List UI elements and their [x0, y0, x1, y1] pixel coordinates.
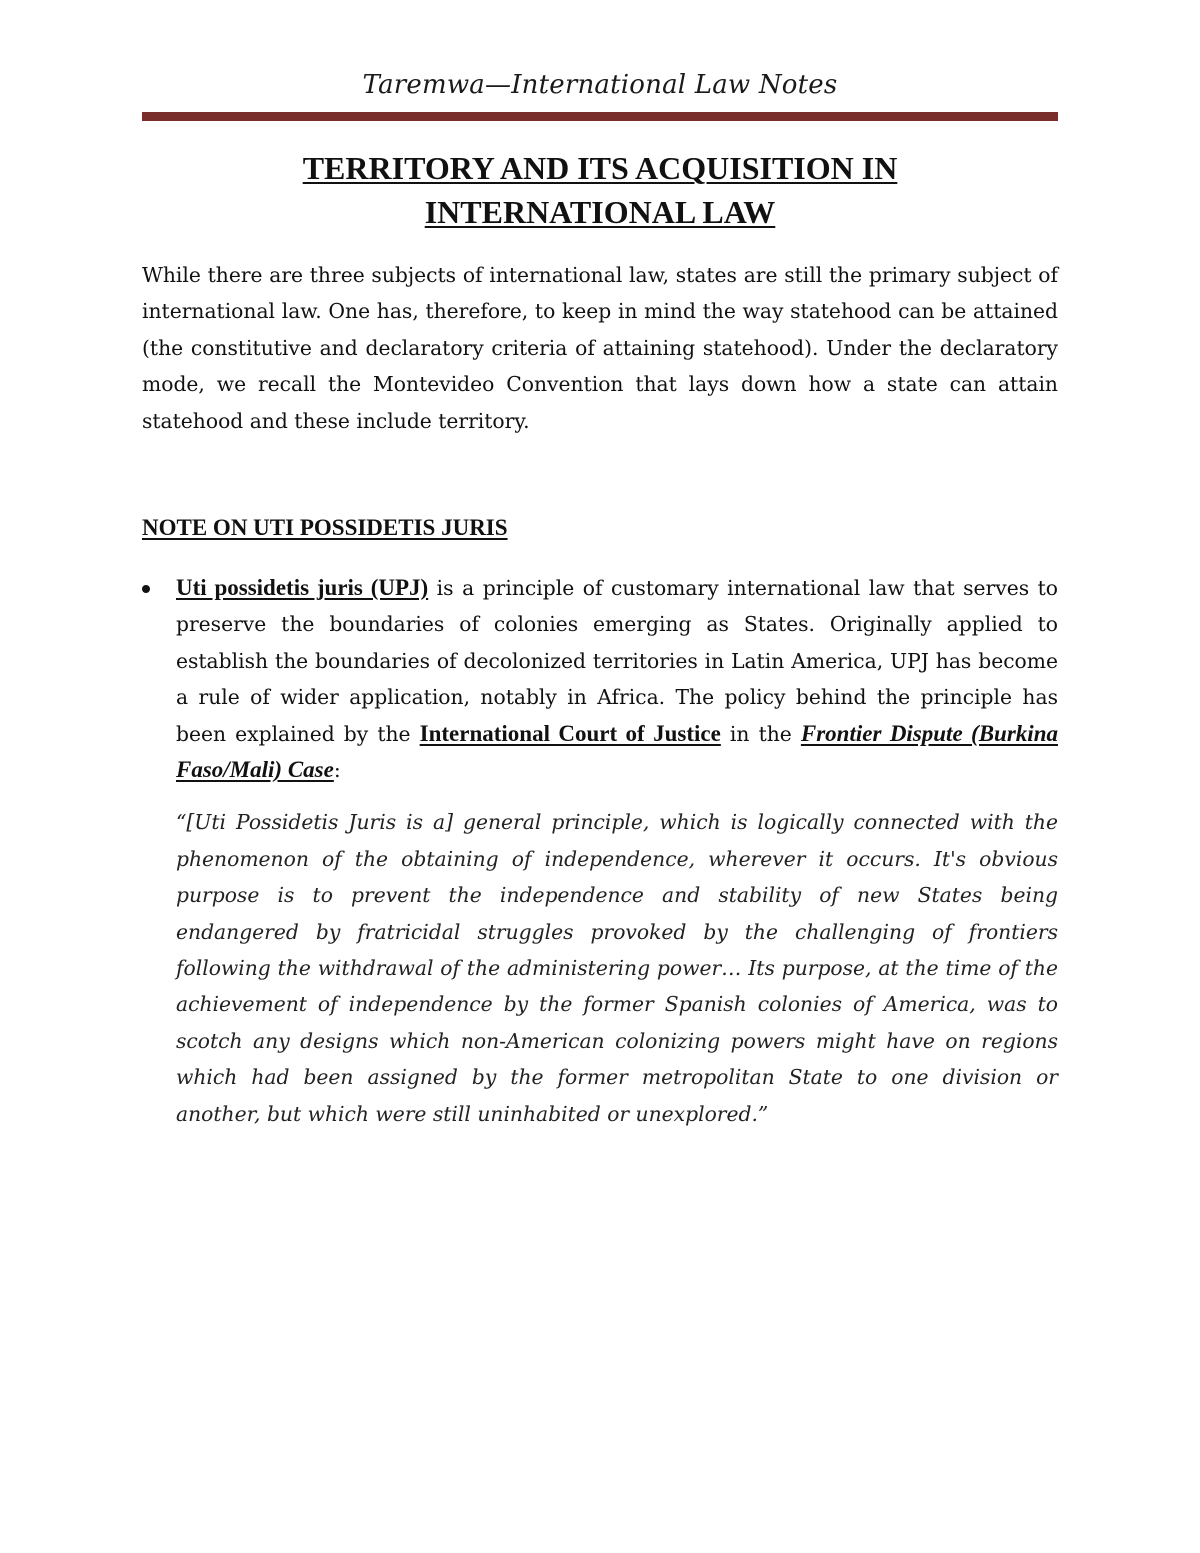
icj-reference: International Court of Justice [419, 720, 721, 746]
bullet-icon [142, 585, 150, 593]
header-rule [142, 112, 1058, 121]
bullet-text-part-2: in the [720, 721, 801, 746]
running-header: Taremwa—International Law Notes [362, 70, 838, 100]
bullet-paragraph [176, 570, 1058, 788]
upj-term: Uti possidetis juris (UPJ) [176, 575, 429, 600]
case-name: Frontier Dispute (Burkina Faso/Mali) Case [176, 720, 1058, 783]
bullet-item [142, 570, 1058, 1132]
title-line-1: TERRITORY AND ITS ACQUISITION IN [302, 150, 898, 186]
bullet-text-part-1: is a principle of customary international law that serves to preserve the boundaries of colonies emerging as States. Originally applied to establish the boundaries of decolonized territories in Latin America, UPJ has become a rule of wider application, notably in Africa. The policy behind the principle has been explained by the [176, 576, 1058, 746]
bullet-colon: : [333, 758, 341, 783]
intro-paragraph: While there are three subjects of international law, states are still the primary subject of international law. One has, therefore, to keep in mind the way statehood can be attained (the constitutive and declaratory criteria of attaining statehood). Under the declaratory mode, we recall the Montevideo Convention that lays down how a state can attain statehood and these include territory. [142, 263, 1058, 433]
title-line-2: INTERNATIONAL LAW [424, 194, 776, 230]
case-quote: “[Uti Possidetis Juris is a] general principle, which is logically connected with the phenomenon of the obtaining of independence, wherever it occurs. It's obvious purpose is to prevent the independence and stability of new States being endangered by fratricidal struggles provoked by the challenging of frontiers following the withdrawal of the administering power… Its purpose, at the time of the achievement of independence by the former Spanish colonies of America, was to scotch any designs which non-American colonizing powers might have on regions which had been assigned by the former metropolitan State to one division or another, but which were still uninhabited or unexplored.” [176, 810, 1058, 1126]
section-heading: NOTE ON UTI POSSIDETIS JURIS [142, 515, 508, 540]
document-title [142, 146, 1058, 234]
